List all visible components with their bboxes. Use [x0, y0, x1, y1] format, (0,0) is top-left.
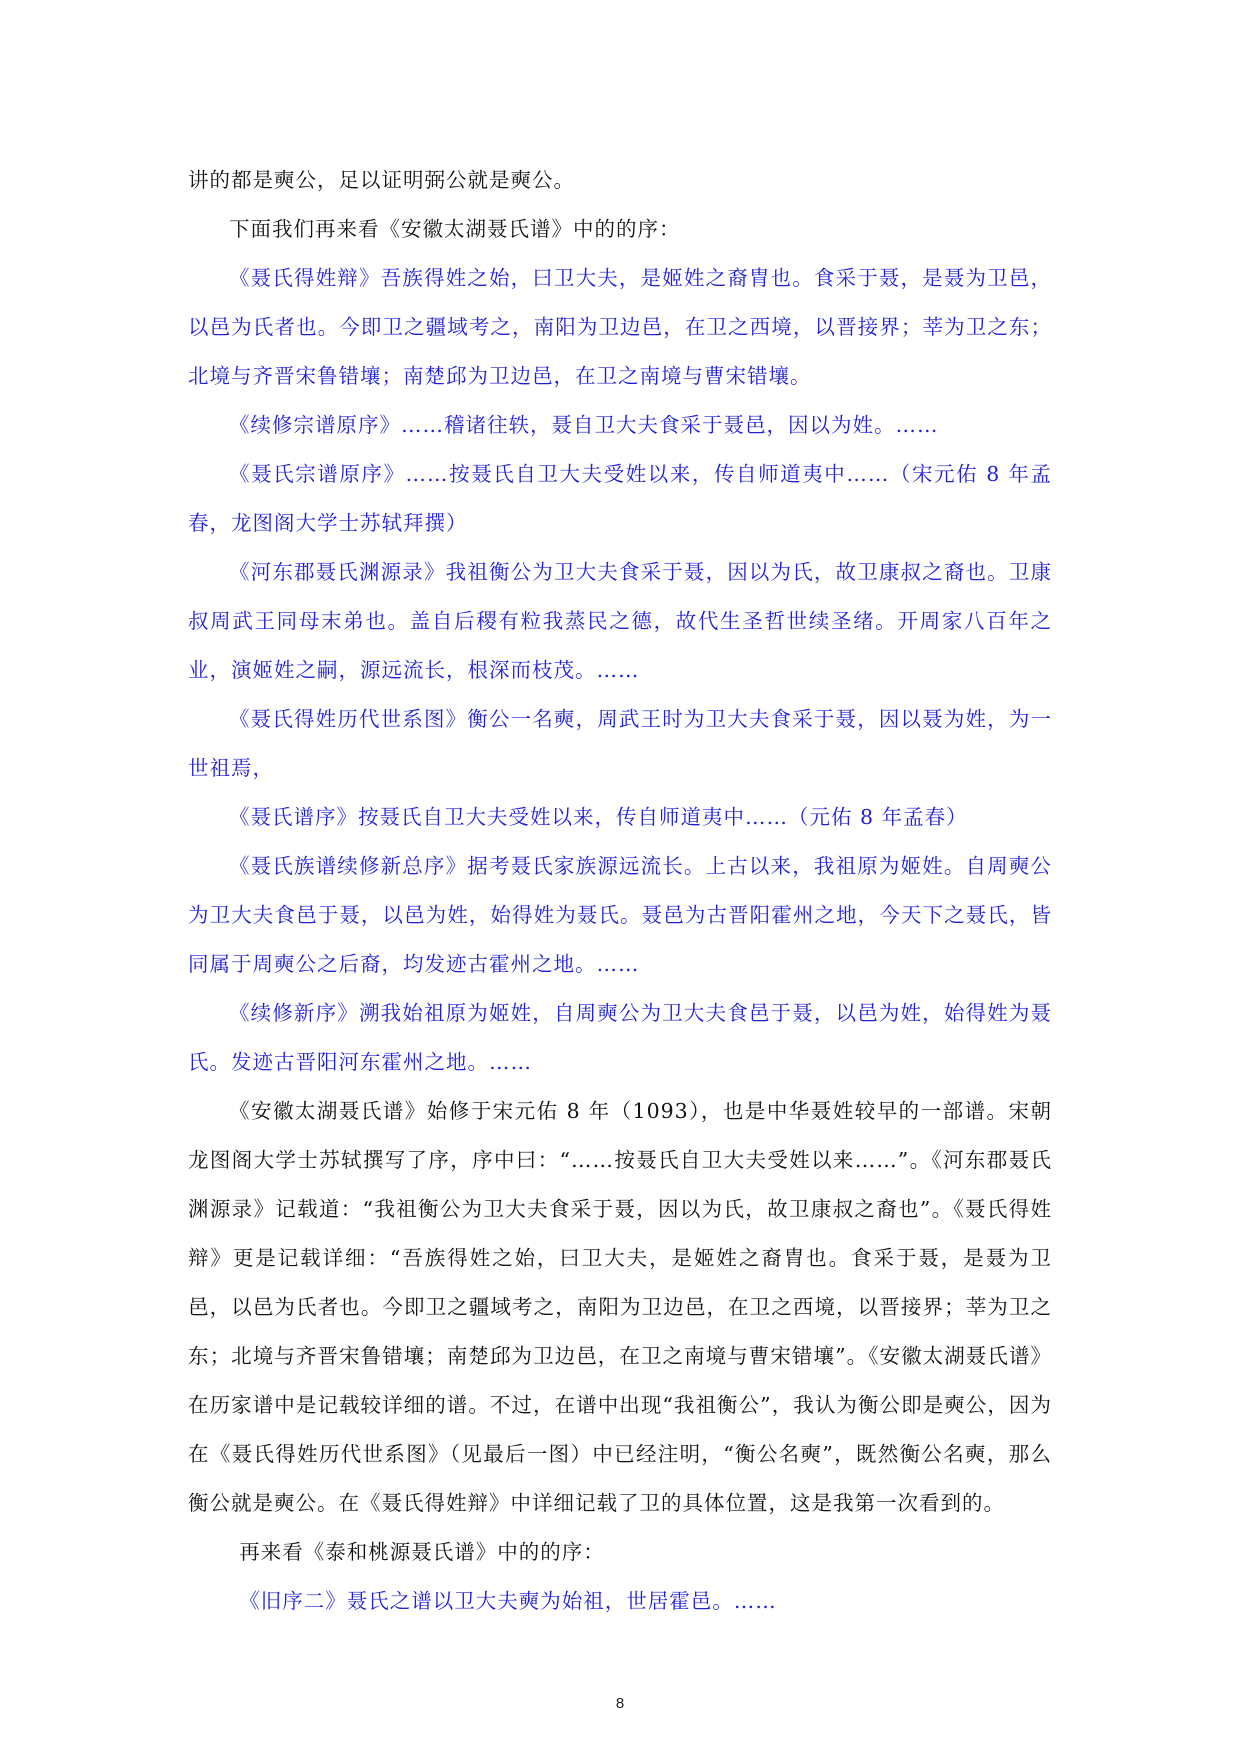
quote-nie-surname-debate: 《聂氏得姓辩》吾族得姓之始，曰卫大夫，是姬姓之裔胄也。食采于聂，是聂为卫邑，以邑为氏者也。今即卫之疆域考之，南阳为卫边邑，在卫之西境，以晋接界；莘为卫之东；北境与齐晋宋鲁错壤；南楚邱为卫边邑，在卫之南境与曹宋错壤。	[188, 266, 1052, 388]
page-body	[188, 156, 1052, 1626]
paragraph-intro-conclusion: 讲的都是奭公，足以证明弼公就是奭公。	[188, 168, 575, 192]
quote-old-preface-two: 《旧序二》聂氏之谱以卫大夫奭为始祖，世居霍邑。……	[239, 1589, 777, 1613]
quote-nie-clan-genealogy-preface: 《聂氏宗谱原序》……按聂氏自卫大夫受姓以来，传自师道夷中……（宋元佑 8 年孟春，龙图阁大学士苏轼拜撰）	[188, 462, 1052, 535]
quote-nie-genealogy-preface: 《聂氏谱序》按聂氏自卫大夫受姓以来，传自师道夷中……（元佑 8 年孟春）	[229, 805, 968, 829]
page-number: 8	[615, 1695, 625, 1712]
paragraph-anhui-intro: 下面我们再来看《安徽太湖聂氏谱》中的的序：	[229, 217, 681, 241]
quote-lineage-chart: 《聂氏得姓历代世系图》衡公一名奭，周武王时为卫大夫食采于聂，因以聂为姓，为一世祖焉，	[188, 707, 1052, 780]
quote-continued-genealogy-preface: 《续修宗谱原序》……稽诸往轶，聂自卫大夫食采于聂邑，因以为姓。……	[229, 413, 939, 437]
paragraph-anhui-analysis: 《安徽太湖聂氏谱》始修于宋元佑 8 年（1093），也是中华聂姓较早的一部谱。宋朝龙图阁大学士苏轼撰写了序，序中曰：“……按聂氏自卫大夫受姓以来……”。《河东郡聂氏渊源录》记载道：“我祖衡公为卫大夫食采于聂，因以为氏，故卫康叔之裔也”。《聂氏得姓辩》更是记载详细：“吾族得姓之始，曰卫大夫，是姬姓之裔胄也。食采于聂，是聂为卫邑，以邑为氏者也。今即卫之疆域考之，南阳为卫边邑，在卫之西境，以晋接界；莘为卫之东；北境与齐晋宋鲁错壤；南楚邱为卫边邑，在卫之南境与曹宋错壤”。《安徽太湖聂氏谱》在历家谱中是记载较详细的谱。不过，在谱中出现“我祖衡公”，我认为衡公即是奭公，因为在《聂氏得姓历代世系图》（见最后一图）中已经注明，“衡公名奭”，既然衡公名奭，那么衡公就是奭公。在《聂氏得姓辩》中详细记载了卫的具体位置，这是我第一次看到的。	[188, 1099, 1052, 1515]
quote-hedong-origin-record: 《河东郡聂氏渊源录》我祖衡公为卫大夫食采于聂，因以为氏，故卫康叔之裔也。卫康叔周武王同母末弟也。盖自后稷有粒我蒸民之德，故代生圣哲世续圣绪。开周家八百年之业，演姬姓之嗣，源远流长，根深而枝茂。……	[188, 560, 1052, 682]
quote-continued-new-preface: 《续修新序》溯我始祖原为姬姓，自周奭公为卫大夫食邑于聂，以邑为姓，始得姓为聂氏。发迹古晋阳河东霍州之地。……	[188, 1001, 1052, 1074]
quote-new-general-preface: 《聂氏族谱续修新总序》据考聂氏家族源远流长。上古以来，我祖原为姬姓。自周奭公为卫大夫食邑于聂，以邑为姓，始得姓为聂氏。聂邑为古晋阳霍州之地，今天下之聂氏，皆同属于周奭公之后裔，均发迹古霍州之地。……	[188, 854, 1052, 976]
paragraph-taihe-intro: 再来看《泰和桃源聂氏谱》中的的序：	[239, 1540, 605, 1564]
